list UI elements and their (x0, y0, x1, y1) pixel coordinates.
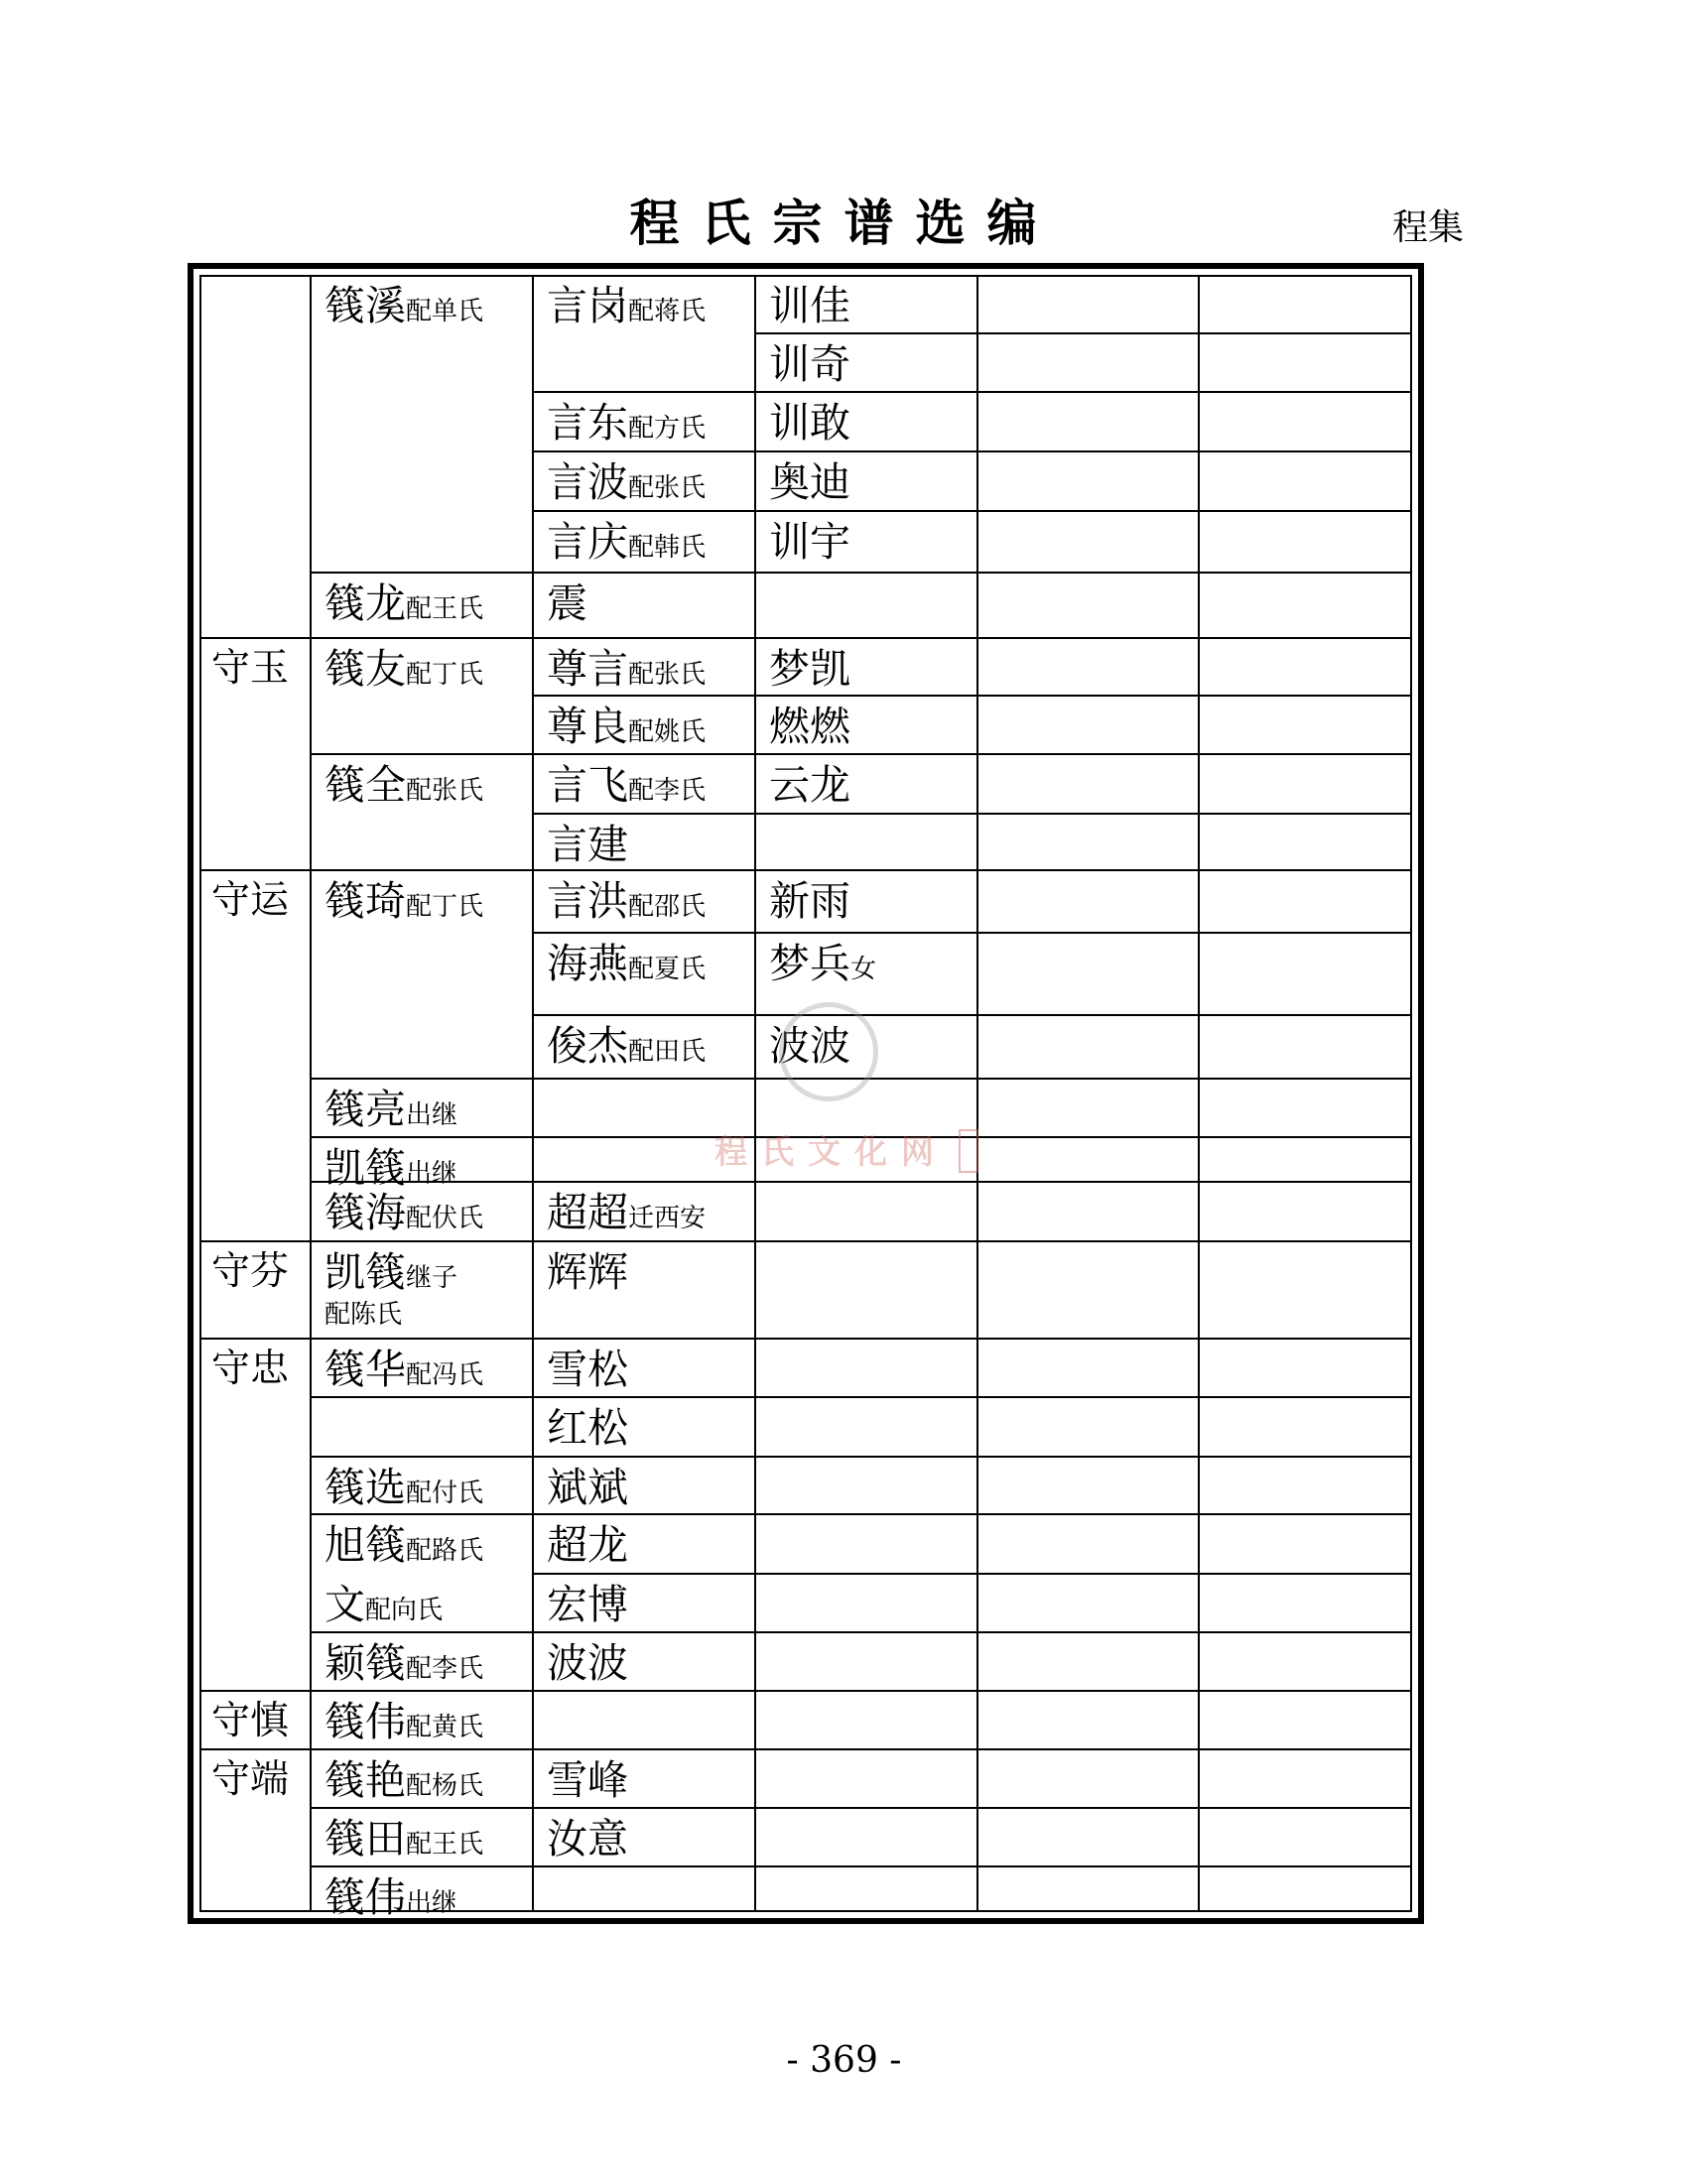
watermark-text: 程氏文化网 (714, 1132, 948, 1171)
spouse-note: 配张氏 (628, 660, 707, 690)
generation4-name: 训敢 (769, 399, 850, 447)
adoption-note: 出继 (406, 1100, 458, 1130)
branch-label: 程集 (1392, 207, 1465, 248)
row-divider (532, 391, 1410, 393)
generation3-name: 言东配方氏 (547, 399, 707, 447)
spouse-note: 配丁氏 (406, 660, 484, 690)
generation3-name: 斌斌 (547, 1464, 628, 1511)
generation3-name: 宏博 (547, 1581, 628, 1628)
generation2-name: 篯全配张氏 (325, 761, 484, 809)
spouse-note: 配伏氏 (406, 1204, 484, 1233)
generation3-name: 尊言配张氏 (547, 645, 707, 693)
column-divider (532, 277, 534, 1910)
row-divider (310, 1456, 1410, 1458)
spouse-note: 配冯氏 (406, 1360, 484, 1390)
column-divider (310, 277, 312, 1910)
spouse-note: 配张氏 (628, 473, 707, 503)
spouse-note: 配黄氏 (406, 1713, 484, 1742)
generation3-name: 红松 (547, 1404, 628, 1452)
generation3-name: 言建 (547, 821, 628, 868)
generation3-name: 海燕配夏氏 (547, 940, 707, 987)
spouse-note: 配杨氏 (406, 1771, 484, 1801)
generation2-name: 篯海配伏氏 (325, 1189, 484, 1236)
generation4-name: 训奇 (769, 340, 850, 388)
generation2-name: 篯伟配黄氏 (325, 1698, 484, 1745)
row-divider (310, 753, 1410, 755)
generation2-name: 篯伟出继 (325, 1873, 458, 1921)
spouse-note: 配张氏 (406, 776, 484, 806)
generation1-name: 守芬 (211, 1249, 290, 1294)
row-divider (201, 637, 1410, 639)
generation4-name: 波波 (769, 1022, 850, 1070)
generation4-name: 奥迪 (769, 458, 850, 506)
generation1-name: 守忠 (211, 1347, 290, 1391)
generation3-name: 汝意 (547, 1815, 628, 1863)
row-divider (310, 1631, 1410, 1633)
generation3-name: 辉辉 (547, 1248, 628, 1296)
spouse-note: 配王氏 (406, 1830, 484, 1860)
generation1-name: 守端 (211, 1757, 290, 1802)
spouse-note: 配邵氏 (628, 892, 707, 922)
generation3-name: 言庆配韩氏 (547, 518, 707, 566)
generation3-name: 言波配张氏 (547, 458, 707, 506)
column-divider (976, 277, 978, 1910)
generation4-name: 燃燃 (769, 703, 850, 750)
generation2-name: 篯友配丁氏 (325, 645, 484, 693)
generation2-name: 篯琦配丁氏 (325, 877, 484, 925)
generation3-name: 尊良配姚氏 (547, 703, 707, 750)
generation2-name: 旭篯配路氏 (325, 1521, 484, 1569)
generation4-name: 梦兵女 (769, 940, 877, 987)
spouse-note: 配丁氏 (406, 892, 484, 922)
spouse-note: 配向氏 (365, 1596, 444, 1625)
generation2-name: 篯亮出继 (325, 1086, 458, 1133)
spouse-note: 配方氏 (628, 414, 707, 444)
row-divider (201, 869, 1410, 871)
spouse-note: 配田氏 (628, 1037, 707, 1067)
generation3-name: 言洪配邵氏 (547, 877, 707, 925)
generation3-name: 震 (547, 579, 587, 627)
adoption-note: 继子 (406, 1263, 458, 1293)
row-divider (310, 572, 1410, 574)
spouse-note: 配王氏 (406, 594, 484, 624)
spouse-note: 配李氏 (628, 776, 707, 806)
generation4-name: 新雨 (769, 877, 850, 925)
generation1-name: 守玉 (211, 646, 290, 691)
adoption-note: 出继 (406, 1888, 458, 1918)
generation2-name: 篯选配付氏 (325, 1464, 484, 1511)
spouse-note: 配蒋氏 (628, 297, 707, 326)
migration-note: 迁西安 (628, 1204, 707, 1233)
generation3-name: 波波 (547, 1639, 628, 1687)
column-divider (1198, 277, 1200, 1910)
generation4-name: 训宇 (769, 518, 850, 566)
generation3-name: 俊杰配田氏 (547, 1022, 707, 1070)
generation3-name: 雪峰 (547, 1756, 628, 1804)
spouse-note: 配单氏 (406, 297, 484, 326)
spouse-note: 配陈氏 (325, 1300, 403, 1330)
row-divider (532, 1014, 1410, 1016)
generation2-name: 文配向氏 (325, 1581, 444, 1628)
generation2-name: 篯田配王氏 (325, 1815, 484, 1863)
row-divider (532, 1573, 1410, 1575)
spouse-note: 配姚氏 (628, 717, 707, 747)
generation2-name: 凯篯继子 (325, 1248, 458, 1296)
row-divider (201, 1338, 1410, 1340)
spouse-note: 配路氏 (406, 1536, 484, 1566)
adoption-note: 出继 (406, 1159, 458, 1189)
generation4-name: 梦凯 (769, 645, 850, 693)
generation2-name: 篯溪配单氏 (325, 282, 484, 329)
watermark-stamp (959, 1129, 978, 1173)
spouse-note: 配夏氏 (628, 955, 707, 984)
generation2-name: 凯篯出继 (325, 1144, 458, 1192)
generation4-name: 训佳 (769, 282, 850, 329)
spouse-note: 配李氏 (406, 1654, 484, 1684)
generation2-name: 颖篯配李氏 (325, 1639, 484, 1687)
generation2-name: 篯艳配杨氏 (325, 1756, 484, 1804)
spouse-note: 配付氏 (406, 1478, 484, 1508)
generation1-name: 守慎 (211, 1699, 290, 1743)
seal-stamp (779, 1002, 878, 1101)
generation3-name: 超龙 (547, 1521, 628, 1569)
generation2-name: 篯龙配王氏 (325, 579, 484, 627)
generation3-name: 雪松 (547, 1346, 628, 1393)
generation1-name: 守运 (211, 878, 290, 923)
row-divider (754, 332, 1410, 334)
row-divider (532, 932, 1410, 934)
generation3-name: 言飞配李氏 (547, 761, 707, 809)
spouse-note: 配韩氏 (628, 533, 707, 563)
generation3-name: 超超迁西安 (547, 1189, 707, 1236)
page-number: - 369 - (786, 2040, 902, 2081)
book-title: 程氏宗谱选编 (629, 194, 1059, 252)
gender-note: 女 (850, 955, 877, 984)
column-divider (754, 277, 756, 1910)
generation3-name: 言岗配蒋氏 (547, 282, 707, 329)
row-divider (310, 1181, 1410, 1183)
generation2-name: 篯华配冯氏 (325, 1346, 484, 1393)
generation4-name: 云龙 (769, 761, 850, 809)
